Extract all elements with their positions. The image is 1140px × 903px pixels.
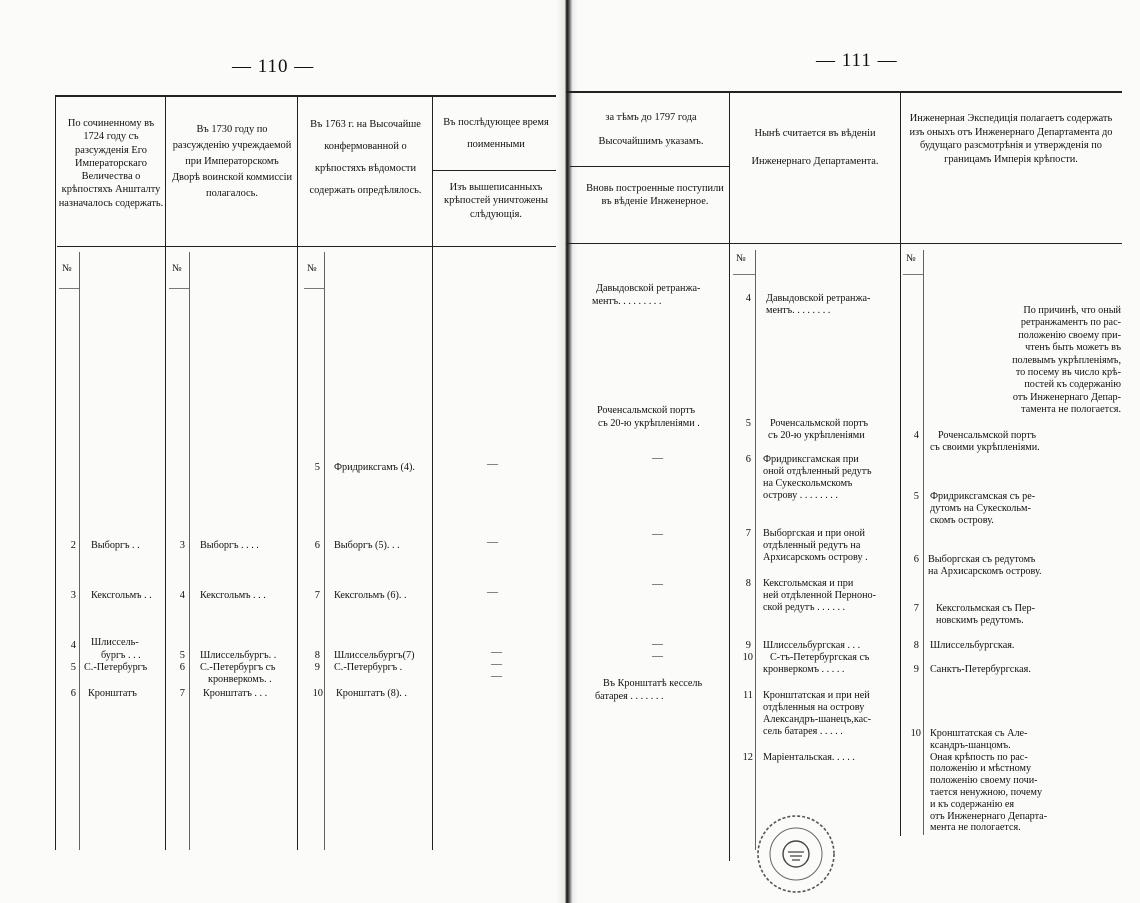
text-line: Фридриксгамская съ ре-	[930, 491, 1036, 502]
row-number: 5	[70, 662, 76, 673]
dash: —	[491, 646, 502, 658]
fortress-name: Шлиссельбургская.	[930, 640, 1015, 651]
text-line: сель батарея . . . . .	[763, 726, 843, 737]
text-line: Архисарскомъ острову .	[763, 552, 868, 563]
row-number: 5	[179, 650, 185, 661]
fortress-desc	[936, 603, 1035, 627]
row-number: 7	[913, 603, 919, 614]
fortress-name: Роченсальмской портъ	[597, 405, 696, 416]
col-rule	[324, 252, 325, 850]
header-1724: По сочиненному въ 1724 году съ разсужденія Его Императорскаго Величества о крѣпостяхъ Аншталту назначалось содержать.	[58, 118, 164, 209]
no-sign: №	[736, 253, 746, 264]
fortress-name: Кексгольмъ . . .	[200, 590, 266, 601]
row-number: 5	[314, 462, 320, 473]
text-line: тамента не пологается.	[1021, 404, 1121, 416]
header-1730: Въ 1730 году по разсужденію учреждаемой при Императорскомъ Дворѣ воинской коммиссіи полагалось.	[171, 124, 293, 199]
davydov-note	[927, 305, 1121, 417]
no-underline	[169, 288, 189, 289]
col-rule	[79, 252, 80, 850]
row-number: 4	[913, 430, 919, 441]
row-number: 7	[314, 590, 320, 601]
fortress-name: С-тъ-Петербургская съ	[770, 652, 870, 663]
text-line: ской редутъ . . . . . .	[763, 602, 846, 613]
text-line: положенію своему при-	[1018, 329, 1121, 341]
no-sign: №	[62, 263, 72, 274]
row-number: 6	[314, 540, 320, 551]
row-number: 9	[913, 664, 919, 675]
text-line: и къ содержанію ея	[930, 798, 1015, 810]
fortress-name: Кронштатъ (8). .	[336, 688, 407, 699]
col-rule	[297, 95, 298, 850]
row-number: 4	[745, 293, 751, 304]
text-line: на Сукескольмскомъ	[763, 478, 853, 489]
fortress-name: Фридриксгамъ (4).	[334, 462, 415, 473]
text-line: полевымъ укрѣпленіямъ,	[1012, 354, 1121, 366]
col-rule	[55, 95, 56, 850]
fortress-desc	[930, 728, 1047, 834]
fortress-desc	[763, 528, 868, 564]
header-newly-built: Вновь построенные поступили въ вѣденіе Инженерное.	[586, 183, 724, 208]
fortress-name: Шлиссельбургъ(7)	[334, 650, 415, 661]
dash: —	[491, 658, 502, 670]
no-underline	[304, 288, 324, 289]
fortress-name: Въ Кронштатѣ кессель	[603, 678, 703, 689]
header-1763: Въ 1763 г. на Высочайше конфермованной о крѣпостяхъ вѣдомости содержать опредѣлялось.	[309, 119, 422, 196]
sub-rule	[433, 170, 558, 171]
row-number: 5	[913, 491, 919, 502]
text-line: ксандръ-шанцомъ.	[930, 739, 1011, 751]
fortress-name: съ 20-ю укрѣпленіями	[768, 430, 865, 441]
table-top-rule	[55, 95, 558, 97]
text-line: Александръ-шанецъ,кас-	[763, 714, 872, 725]
dash: —	[487, 458, 498, 470]
row-number: 8	[745, 578, 751, 589]
dash: —	[652, 452, 663, 464]
text-line: По причинѣ, что оный	[1023, 305, 1121, 316]
fortress-name: Выборгъ (5). . .	[334, 540, 400, 551]
row-number: 3	[179, 540, 185, 551]
fortress-name: Кексгольмъ . .	[91, 590, 152, 601]
dash: —	[487, 586, 498, 598]
fortress-name: ментъ. . . . . . . .	[766, 305, 831, 316]
fortress-desc	[928, 554, 1042, 578]
col-rule	[189, 252, 190, 850]
header-bottom-rule	[57, 246, 558, 247]
row-number: 6	[70, 688, 76, 699]
text-line: Оная крѣпость по рас-	[930, 751, 1028, 763]
fortress-name: С.-Петербургъ	[84, 662, 148, 673]
fortress-name: Шлиссель-	[91, 637, 139, 648]
row-number: 6	[179, 662, 185, 673]
row-number: 11	[742, 690, 753, 701]
text-line: Выборгская и при оной	[763, 528, 865, 539]
no-underline	[903, 274, 923, 275]
text-line: оной отдѣленный редутъ	[763, 466, 872, 477]
header-until-1797: за тѣмъ до 1797 года Высочайшимъ указамъ.	[598, 112, 704, 147]
text-line: отъ Инженернаго Департа-	[930, 810, 1048, 822]
fortress-name: С.-Петербургъ съ	[200, 662, 276, 673]
row-number: 6	[913, 554, 919, 565]
text-line: мента не пологается.	[930, 822, 1021, 834]
page-number-left: — 110 —	[232, 56, 315, 77]
dash: —	[491, 670, 502, 682]
text-line: положенію своему почи-	[930, 775, 1038, 787]
col-rule	[923, 250, 924, 835]
text-line: ней отдѣленной Перноно-	[763, 590, 877, 601]
text-line: Фридриксгамская при	[763, 454, 859, 465]
header-expedition: Инженерная Экспедиція полагаетъ содержать изъ оныхъ отъ Инженернаго Департамента до будущаго разсмотрѣнія и утвержденія по границамъ Имперія крѣпости.	[909, 113, 1113, 165]
row-number: 10	[312, 688, 323, 699]
fortress-name: Выборгъ . .	[91, 540, 140, 551]
row-number: 7	[179, 688, 185, 699]
header-destroyed: Изъ вышеписанныхъ крѣпостей уничтожены слѣдующія.	[444, 182, 548, 220]
no-sign: №	[172, 263, 182, 274]
text-line: отъ Инженернаго Депар-	[1012, 391, 1121, 403]
col-rule	[755, 250, 756, 850]
fortress-name: батарея . . . . . . .	[595, 691, 664, 702]
row-number: 7	[745, 528, 751, 539]
fortress-desc	[763, 690, 871, 738]
text-line: новскимъ редутомъ.	[936, 615, 1024, 626]
no-sign: №	[906, 253, 916, 264]
text-line: скомъ острову.	[930, 515, 994, 526]
text-line: дутомъ на Сукескольм-	[930, 503, 1031, 514]
row-number: 5	[745, 418, 751, 429]
text-line: Кексгольмская и при	[763, 578, 854, 589]
book-gutter	[556, 0, 578, 903]
fortress-name: Давыдовской ретранжа-	[596, 283, 701, 294]
dash: —	[487, 536, 498, 548]
row-number: 9	[745, 640, 751, 651]
dash: —	[652, 650, 663, 662]
text-line: Кексгольмская съ Пер-	[936, 603, 1035, 614]
fortress-desc	[763, 454, 871, 502]
fortress-name: С.-Петербургъ .	[334, 662, 403, 673]
text-line: постей къ содержанію	[1024, 379, 1121, 391]
fortress-name: кронверкомъ. .	[208, 674, 272, 685]
header-bottom-rule	[566, 243, 1122, 244]
text-line: положенію и мѣстному	[930, 763, 1032, 775]
fortress-name: бургъ . . .	[101, 650, 141, 661]
text-line: на Архисарскомъ острову.	[928, 566, 1042, 577]
fortress-name: Роченсальмской портъ	[938, 430, 1037, 441]
row-number: 4	[70, 640, 76, 651]
dash: —	[652, 528, 663, 540]
header-later: Въ послѣдующее время поименными	[443, 117, 549, 150]
row-number: 9	[314, 662, 320, 673]
no-sign: №	[307, 263, 317, 274]
text-line: отдѣленный редутъ на	[763, 540, 861, 551]
sub-rule	[570, 166, 729, 167]
text-line: ретранжаментъ по рас-	[1020, 317, 1121, 329]
row-number: 4	[179, 590, 185, 601]
fortress-name: Кронштатъ	[88, 688, 137, 699]
fortress-name: Роченсальмской портъ	[770, 418, 869, 429]
no-underline	[733, 274, 755, 275]
text-line: Кронштатская и при ней	[763, 690, 870, 701]
text-line: Выборгская съ редутомъ	[928, 554, 1036, 565]
fortress-name: кронверкомъ . . . . .	[763, 664, 845, 675]
library-stamp-icon	[754, 812, 838, 896]
fortress-desc	[763, 578, 876, 614]
fortress-name: ментъ. . . . . . . . .	[592, 296, 662, 307]
dash: —	[652, 578, 663, 590]
row-number: 8	[314, 650, 320, 661]
fortress-name: Санктъ-Петербургская.	[930, 664, 1031, 675]
fortress-name: Шлиссельбургъ. .	[200, 650, 277, 661]
fortress-name: Кронштатъ . . .	[203, 688, 268, 699]
table-top-rule	[566, 91, 1122, 93]
col-rule	[900, 91, 901, 836]
page-number-right: — 111 —	[816, 50, 898, 71]
text-line: острову . . . . . . . .	[763, 490, 838, 501]
col-rule	[432, 95, 433, 850]
text-line: тается ненужною, почему	[930, 786, 1043, 798]
fortress-desc	[930, 491, 1035, 527]
header-engineering-dept: Нынѣ считается въ вѣденіи Инженернаго Департамента.	[751, 128, 879, 167]
text-line: то посему въ число крѣ-	[1015, 367, 1121, 379]
row-number: 2	[70, 540, 76, 551]
text-line: Кронштатская съ Але-	[930, 728, 1028, 739]
text-line: отдѣленныя на острову	[763, 702, 865, 713]
fortress-name: Выборгъ . . . .	[200, 540, 259, 551]
col-rule	[165, 95, 166, 850]
text-line: чтенъ быть можетъ въ	[1025, 342, 1121, 354]
row-number: 12	[742, 752, 753, 763]
fortress-name: Шлиссельбургская . . .	[763, 640, 861, 651]
fortress-name: Маріентальская. . . . .	[763, 752, 855, 763]
row-number: 6	[745, 454, 751, 465]
fortress-name: съ 20-ю укрѣпленіями .	[598, 418, 700, 429]
fortress-name: Кексгольмъ (6). .	[334, 590, 407, 601]
fortress-name: Давыдовской ретранжа-	[766, 293, 871, 304]
dash: —	[652, 638, 663, 650]
fortress-name: съ своими укрѣпленіями.	[930, 442, 1040, 453]
col-rule	[729, 91, 730, 861]
row-number: 8	[913, 640, 919, 651]
row-number: 10	[742, 652, 753, 663]
no-underline	[59, 288, 79, 289]
row-number: 10	[910, 728, 921, 739]
row-number: 3	[70, 590, 76, 601]
